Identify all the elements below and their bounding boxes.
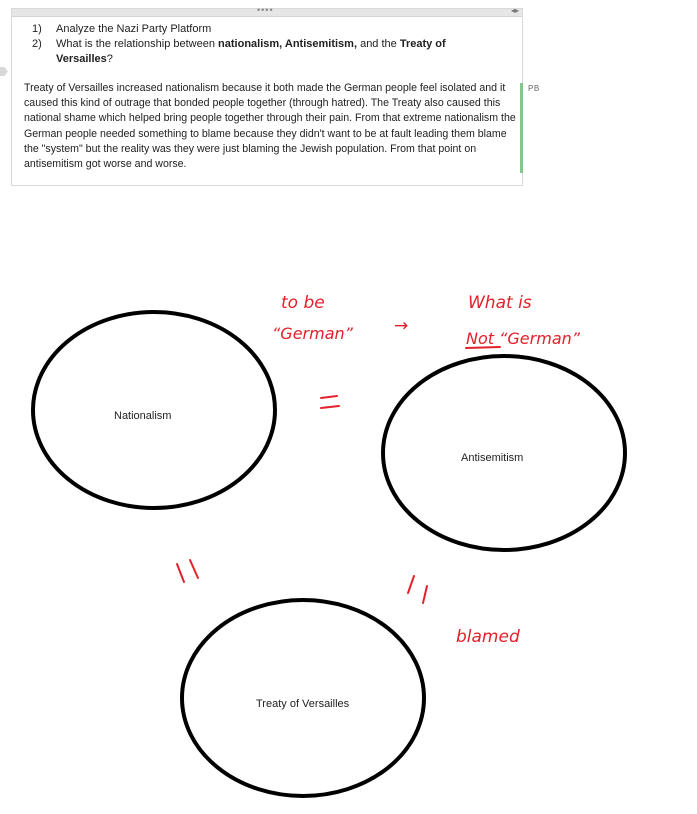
- author-initials: PB: [528, 84, 540, 93]
- ink-german: “German”: [272, 324, 353, 343]
- ink-underline-not: [466, 347, 500, 348]
- drag-dots-icon: ••••: [257, 5, 274, 15]
- ink-parallel-right-1: [408, 576, 414, 593]
- question-text: What is the relationship between: [56, 38, 219, 50]
- question-text: and the: [357, 38, 400, 50]
- question-text: ?: [106, 53, 113, 65]
- antisemitism-label: Antisemitism: [461, 452, 524, 464]
- question-number: 2): [32, 38, 42, 50]
- ink-equals-top: [321, 396, 337, 398]
- question-text: nationalism, Antisemitism,: [218, 38, 358, 50]
- resize-arrows-icon[interactable]: ◂▸: [510, 6, 519, 15]
- nationalism-label: Nationalism: [114, 410, 172, 422]
- question-text: Analyze the Nazi Party Platform: [56, 23, 212, 35]
- ink-not-german: Not “German”: [466, 329, 581, 348]
- ink-parallel-left-2: [190, 560, 198, 578]
- ink-what-is: What is: [468, 293, 532, 313]
- ink-arrow: →: [394, 316, 409, 336]
- treaty-of-versailles-label: Treaty of Versailles: [256, 698, 350, 710]
- question-text: Treaty of Versailles: [56, 38, 446, 65]
- ink-to-be: to be: [281, 293, 325, 313]
- ink-blamed: blamed: [456, 627, 520, 647]
- question-number: 1): [32, 23, 42, 35]
- ink-parallel-right-2: [423, 586, 427, 603]
- ink-equals-bottom: [321, 406, 339, 408]
- answer-paragraph[interactable]: Treaty of Versailles increased nationalism because it both made the German people feel isolated and it caused this kind of outrage that bonded people together (through hatred). The Treaty also caused this national shame which helped bring people together through their pain. From that extreme nationalism the German people needed something to blame because they didn't want to be at fault leading them blame the "system" but the reality was they were just blaming the Jewish population. From that point on antisemitism got worse and worse.: [24, 82, 516, 171]
- ink-parallel-left-1: [177, 564, 184, 582]
